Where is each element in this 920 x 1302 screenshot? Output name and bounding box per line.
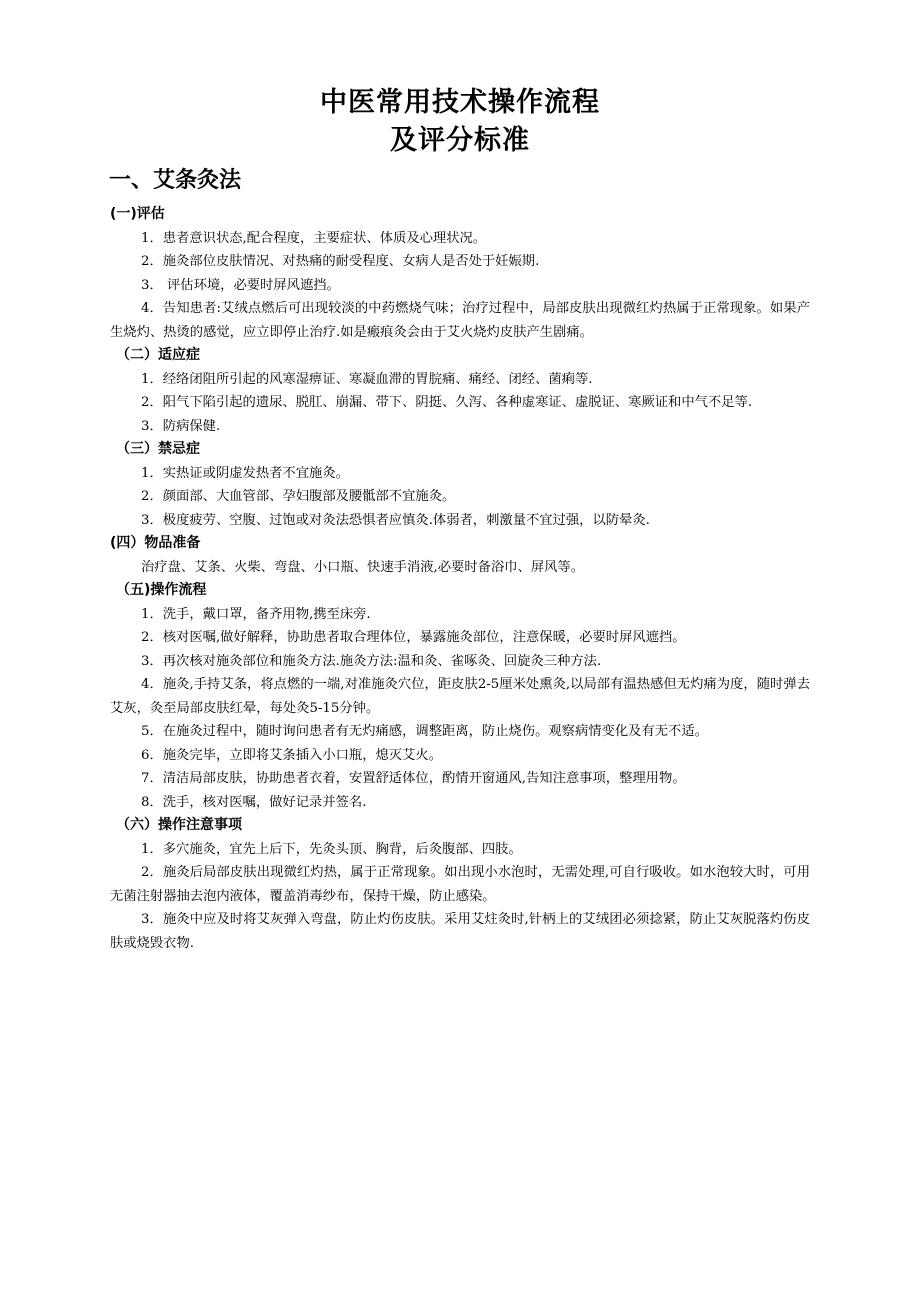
document-body — [110, 203, 810, 955]
paragraph: 2．核对医嘱,做好解释，协助患者取合理体位，暴露施灸部位，注意保暖，必要时屏风遮挡。 — [141, 630, 686, 645]
paragraph: 3．极度疲劳、空腹、过饱或对灸法恐惧者应慎灸.体弱者，刺激量不宜过强，以防晕灸. — [141, 512, 650, 528]
paragraph: 4．施灸,手持艾条，将点燃的一端,对准施灸穴位，距皮肤2-5厘米处熏灸,以局部有温热感但无灼痛为度，随时弹去艾灰，灸至局部皮肤红晕，每处灸5-15分钟。 — [110, 677, 810, 716]
document-title: 中医常用技术操作流程 — [320, 87, 600, 118]
subsection-title-indications: （二）适应症 — [116, 347, 200, 363]
paragraph: 2．施灸部位皮肤情况、对热痛的耐受程度、女病人是否处于妊娠期. — [141, 254, 540, 269]
subsection-title-procedure: （五)操作流程 — [116, 582, 207, 598]
paragraph: 3．再次核对施灸部位和施灸方法.施灸方法:温和灸、雀啄灸、回旋灸三种方法. — [141, 653, 602, 669]
paragraph: 1．患者意识状态,配合程度，主要症状、体质及心理状况。 — [141, 230, 487, 246]
paragraph: 1．经络闭阻所引起的风寒湿痹证、寒凝血滞的胃脘痛、痛经、闭经、菌痢等. — [141, 371, 593, 387]
section-heading: 一、艾条灸法 — [109, 168, 242, 193]
paragraph: 2．施灸后局部皮肤出现微红灼热，属于正常现象。如出现小水泡时，无需处理,可自行吸收。如水泡较大时，可用无菌注射器抽去泡内液体，覆盖消毒纱布，保持干燥，防止感染。 — [110, 865, 810, 904]
subsection-title-precautions: （六）操作注意事项 — [116, 817, 242, 833]
paragraph: 3．施灸中应及时将艾灰弹入弯盘，防止灼伤皮肤。采用艾炷灸时,针柄上的艾绒团必须捻紧，防止艾灰脱落灼伤皮肤或烧毁衣物. — [110, 912, 810, 951]
paragraph: 1．洗手，戴口罩，备齐用物,携至床旁. — [141, 606, 371, 622]
paragraph: 7．清洁局部皮肤，协助患者衣着，安置舒适体位，酌情开窗通风,告知注意事项，整理用物。 — [141, 771, 686, 786]
subsection-title-contraindications: （三）禁忌症 — [116, 441, 200, 457]
paragraph: 2．颜面部、大血管部、孕妇腹部及腰骶部不宜施灸。 — [141, 489, 456, 504]
paragraph: 2．阳气下陷引起的遗尿、脱肛、崩漏、带下、阴挺、久泻、各种虚寒证、虚脱证、寒厥证和中气不足等. — [141, 395, 753, 410]
paragraph: 3． 评估环境，必要时屏风遮挡。 — [141, 277, 340, 293]
document-subtitle: 及评分标准 — [390, 125, 530, 156]
paragraph: 1．实热证或阴虚发热者不宜施灸。 — [141, 465, 349, 481]
paragraph: 3．防病保健. — [141, 418, 221, 434]
paragraph: 8．洗手，核对医嘱，做好记录并签名. — [141, 794, 367, 810]
paragraph: 4．告知患者:艾绒点燃后可出现较淡的中药燃烧气味；治疗过程中，局部皮肤出现微红灼热属于正常现象。如果产生烧灼、热烫的感觉，应立即停止治疗.如是瘢痕灸会由于艾火烧灼皮肤产生剧痛。 — [110, 301, 810, 340]
subsection-title-supplies: (四）物品准备 — [110, 535, 201, 551]
paragraph: 5．在施灸过程中，随时询问患者有无灼痛感，调整距离，防止烧伤。观察病情变化及有无不适。 — [141, 724, 708, 739]
subsection-title-assessment: (一)评估 — [110, 206, 165, 222]
paragraph: 1．多穴施灸，宜先上后下，先灸头顶、胸背，后灸腹部、四肢。 — [141, 841, 522, 857]
paragraph: 治疗盘、艾条、火柴、弯盘、小口瓶、快速手消液,必要时备浴巾、屏风等。 — [141, 559, 585, 575]
paragraph: 6．施灸完毕，立即将艾条插入小口瓶，熄灭艾火。 — [141, 747, 442, 763]
